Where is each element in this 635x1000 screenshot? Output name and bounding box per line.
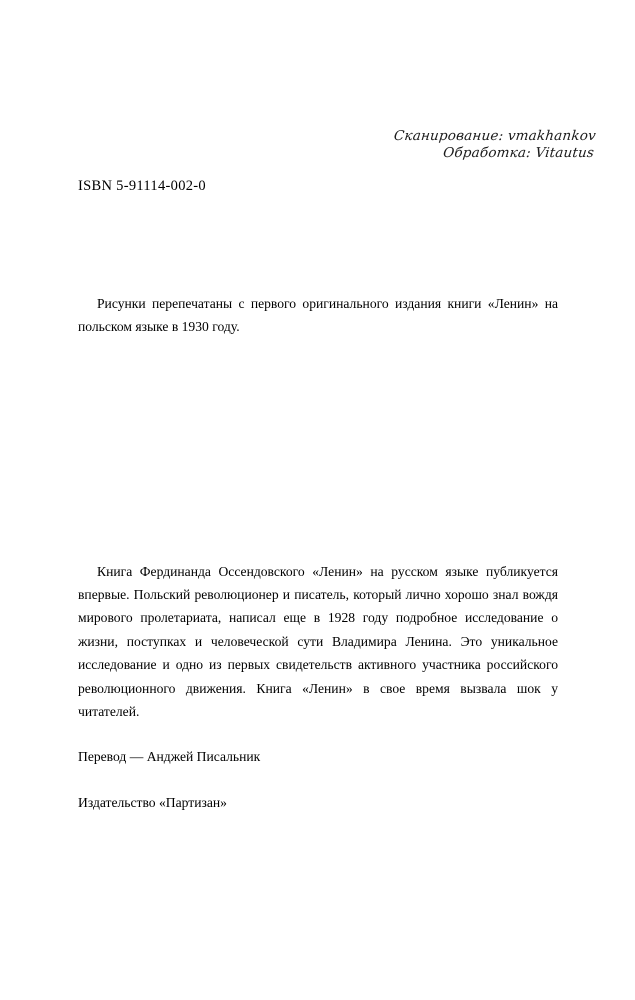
illustrations-note-paragraph: Рисунки перепечатаны с первого оригинального издания книги «Ленин» на польском языке в 1930 году. bbox=[78, 295, 558, 334]
scan-credit-block bbox=[391, 128, 597, 162]
publisher-name: Издательство «Партизан» bbox=[78, 795, 227, 810]
processing-credit-line: Обработка: Vitautus bbox=[442, 145, 595, 161]
book-blurb-paragraph: Книга Фердинанда Оссендовского «Ленин» на русском языке публикуется впервые. Польский революционер и писатель, который лично хорошо знал вождя мирового пролетариата, написал еще в 1928 году подробное исследование о жизни, поступках и человеческой сути Владимира Ленина. Это уникальное исследование и одно из первых свидетельств активного участника российского революционного движения. Книга «Ленин» в свое время вызвала шок у читателей. bbox=[78, 563, 558, 720]
scanning-credit-line: Сканирование: vmakhankov bbox=[393, 128, 597, 144]
translator-credit: Перевод — Анджей Писальник bbox=[78, 749, 261, 764]
isbn-line: ISBN 5-91114-002-0 bbox=[78, 178, 206, 194]
